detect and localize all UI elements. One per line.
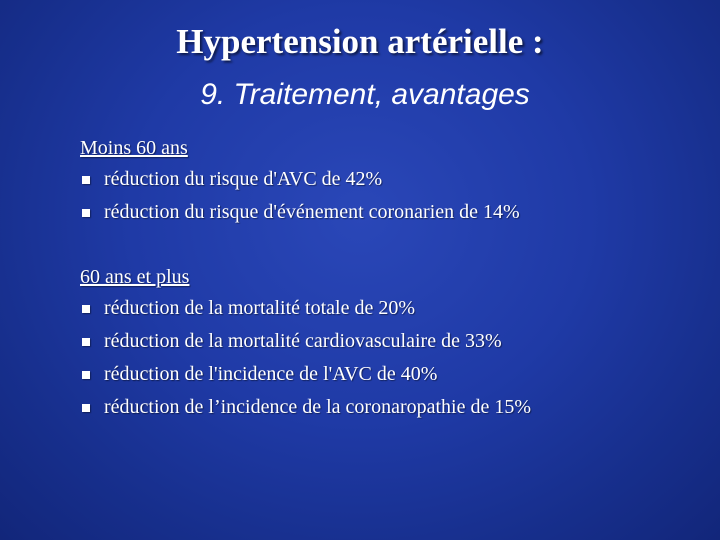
list-item [80,196,700,229]
square-bullet-icon [82,371,90,379]
square-bullet-icon [82,209,90,217]
section-60-and-over [80,263,700,424]
list-item [80,358,700,391]
square-bullet-icon [82,338,90,346]
list-item-text: réduction de la mortalité totale de 20% [104,297,415,319]
list-item-text: réduction de l’incidence de la coronaropathie de 15% [104,396,532,418]
list-item [80,325,700,358]
list-item-text: réduction de l'incidence de l'AVC de 40% [104,363,438,385]
list-item [80,163,700,196]
square-bullet-icon [82,305,90,313]
slide-subtitle: 9. Traitement, avantages [200,78,530,111]
section-heading: Moins 60 ans [80,137,188,159]
slide-title: Hypertension artérielle : [176,22,544,61]
list-item [80,391,700,424]
section-heading: 60 ans et plus [80,266,190,288]
square-bullet-icon [82,404,90,412]
square-bullet-icon [82,176,90,184]
list-item-text: réduction du risque d'événement coronarien de 14% [104,201,520,223]
list-item-text: réduction de la mortalité cardiovasculaire de 33% [104,330,502,352]
list-item [80,292,700,325]
list-item-text: réduction du risque d'AVC de 42% [104,168,383,190]
section-under-60 [80,134,700,229]
